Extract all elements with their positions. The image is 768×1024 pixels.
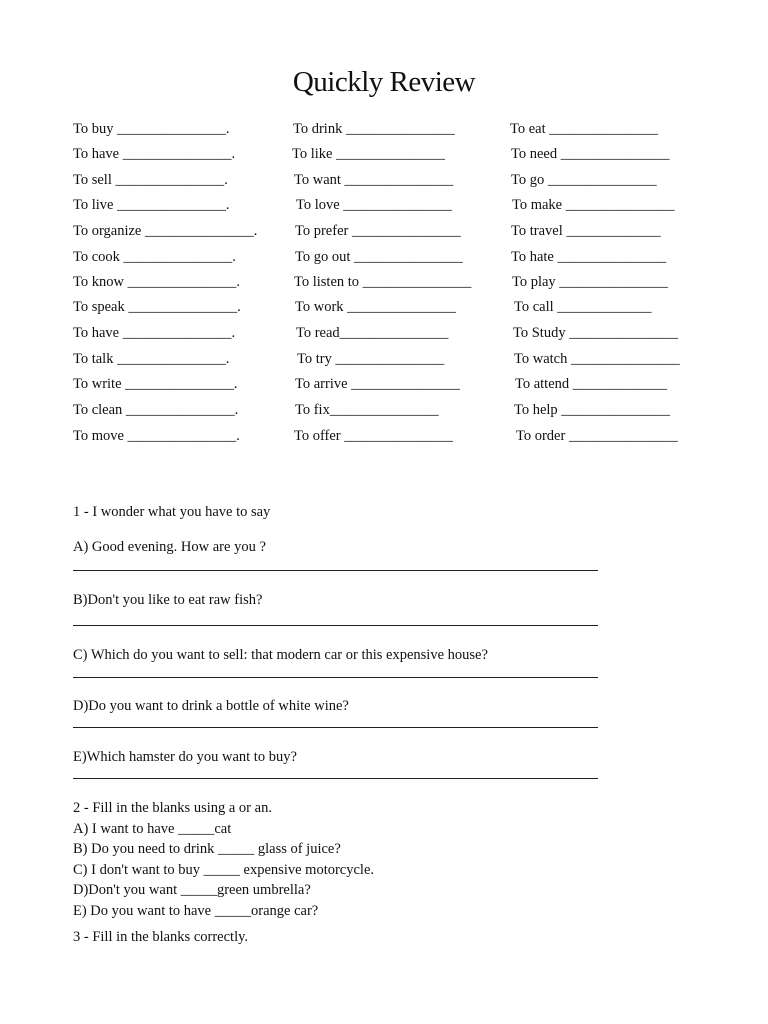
verb-item: To drink _______________ — [293, 121, 455, 137]
verb-item: To go out _______________ — [295, 249, 463, 265]
verb-item: To work _______________ — [295, 299, 456, 315]
fill-item-d: D)Don't you want _____green umbrella? — [73, 882, 311, 898]
verb-item: To cook _______________. — [73, 249, 236, 265]
verb-item: To buy _______________. — [73, 121, 230, 137]
section-1-heading: 1 - I wonder what you have to say — [73, 504, 271, 520]
question-a: A) Good evening. How are you ? — [73, 539, 266, 555]
verb-item: To clean _______________. — [73, 402, 239, 418]
verb-item: To Study _______________ — [513, 325, 678, 341]
verb-item: To need _______________ — [511, 146, 670, 162]
verb-item: To organize _______________. — [73, 223, 258, 239]
answer-line-c — [73, 677, 598, 678]
verb-item: To fix_______________ — [295, 402, 439, 418]
verb-item: To have _______________. — [73, 146, 236, 162]
verb-item: To order _______________ — [516, 428, 678, 444]
verb-item: To like _______________ — [292, 146, 445, 162]
answer-line-d — [73, 727, 598, 728]
verb-item: To have _______________. — [73, 325, 236, 341]
verb-item: To read_______________ — [296, 325, 449, 341]
verb-item: To make _______________ — [512, 197, 675, 213]
fill-item-a: A) I want to have _____cat — [73, 821, 232, 837]
verb-item: To travel _____________ — [511, 223, 661, 239]
question-b: B)Don't you like to eat raw fish? — [73, 592, 263, 608]
verb-item: To watch _______________ — [514, 351, 680, 367]
verb-item: To love _______________ — [296, 197, 453, 213]
verb-item: To attend _____________ — [515, 376, 668, 392]
verb-item: To prefer _______________ — [295, 223, 461, 239]
verb-item: To try _______________ — [297, 351, 445, 367]
answer-line-b — [73, 625, 598, 626]
verb-item: To speak _______________. — [73, 299, 241, 315]
verb-item: To call _____________ — [514, 299, 652, 315]
verb-item: To live _______________. — [73, 197, 230, 213]
verb-item: To eat _______________ — [510, 121, 658, 137]
verb-item: To offer _______________ — [294, 428, 454, 444]
question-d: D)Do you want to drink a bottle of white wine? — [73, 698, 349, 714]
fill-item-c: C) I don't want to buy _____ expensive motorcycle. — [73, 862, 375, 878]
section-3-heading: 3 - Fill in the blanks correctly. — [73, 929, 249, 945]
page-title: Quickly Review — [292, 66, 476, 98]
verb-item: To sell _______________. — [73, 172, 228, 188]
verb-item: To help _______________ — [514, 402, 671, 418]
answer-line-a — [73, 570, 598, 571]
verb-item: To know _______________. — [73, 274, 240, 290]
verb-item: To listen to _______________ — [294, 274, 472, 290]
verb-item: To move _______________. — [73, 428, 240, 444]
verb-item: To arrive _______________ — [295, 376, 460, 392]
verb-item: To hate _______________ — [511, 249, 667, 265]
verb-item: To write _______________. — [73, 376, 238, 392]
section-2-heading: 2 - Fill in the blanks using a or an. — [73, 800, 272, 816]
fill-item-e: E) Do you want to have _____orange car? — [73, 903, 319, 919]
question-c: C) Which do you want to sell: that modern car or this expensive house? — [73, 647, 488, 663]
fill-item-b: B) Do you need to drink _____ glass of juice? — [73, 841, 341, 857]
answer-line-e — [73, 778, 598, 779]
verb-item: To play _______________ — [512, 274, 669, 290]
verb-item: To want _______________ — [294, 172, 454, 188]
question-e: E)Which hamster do you want to buy? — [73, 749, 297, 765]
verb-item: To go _______________ — [511, 172, 657, 188]
verb-item: To talk _______________. — [73, 351, 230, 367]
